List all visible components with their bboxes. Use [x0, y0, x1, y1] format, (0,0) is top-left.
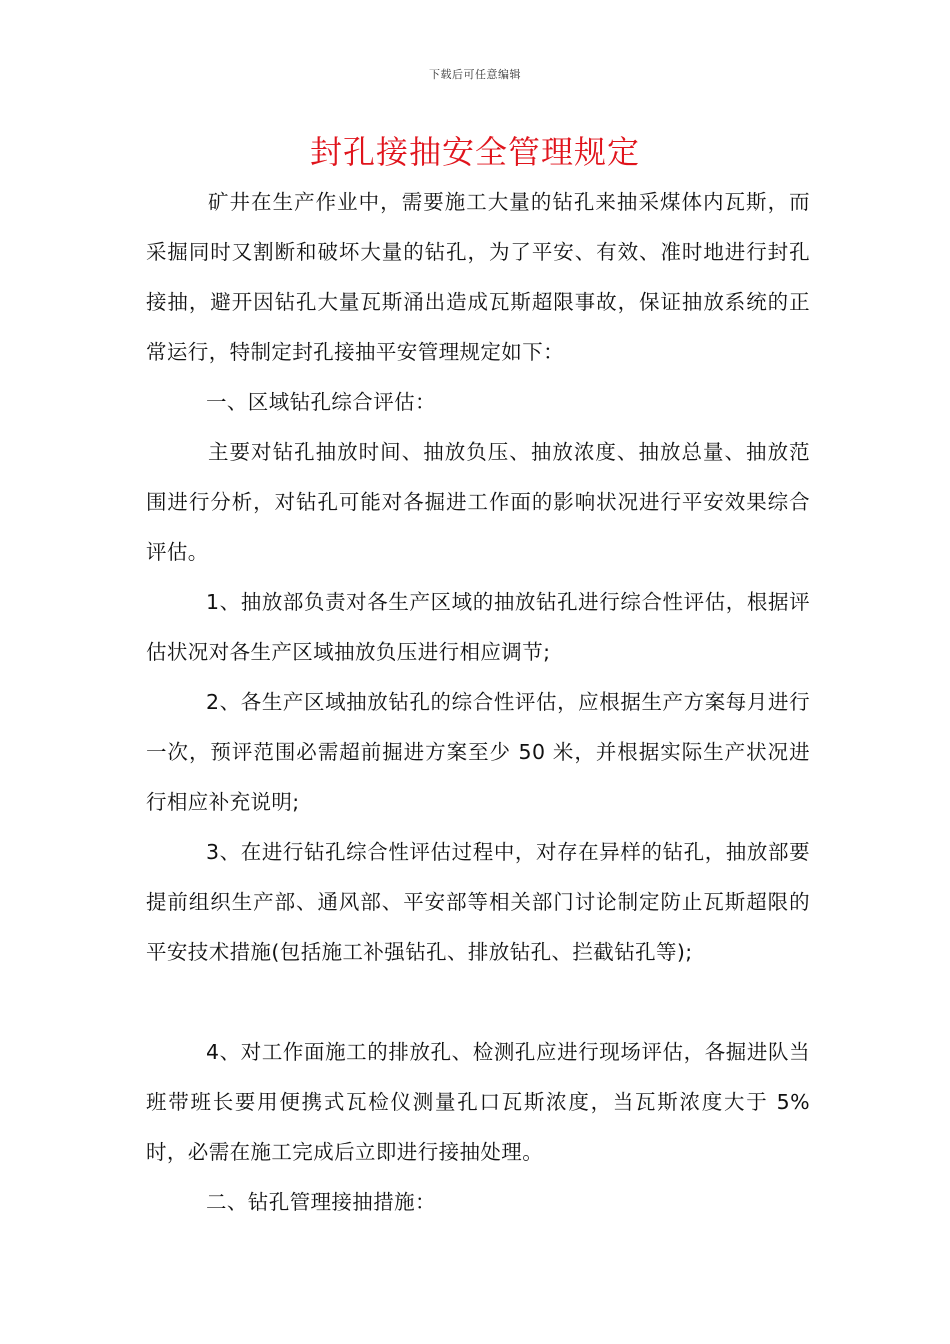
header-note: 下载后可任意编辑	[429, 68, 521, 81]
paragraph-spacer	[146, 977, 810, 1027]
section-heading-1: 一、区域钻孔综合评估：	[206, 390, 436, 414]
document-title: 封孔接抽安全管理规定	[309, 133, 640, 171]
paragraph-section1-body: 主要对钻孔抽放时间、抽放负压、抽放浓度、抽放总量、抽放范围进行分析，对钻孔可能对各掘进工作面的影响状况进行平安效果综合评估。	[146, 440, 810, 564]
section-heading-2: 二、钻孔管理接抽措施：	[206, 1190, 436, 1214]
paragraph-intro: 矿井在生产作业中，需要施工大量的钻孔来抽采煤体内瓦斯，而采掘同时又割断和破坏大量的钻孔，为了平安、有效、准时地进行封孔接抽，避开因钻孔大量瓦斯涌出造成瓦斯超限事故，保证抽放系统的正常运行，特制定封孔接抽平安管理规定如下：	[146, 190, 810, 364]
list-item-4: 4、对工作面施工的排放孔、检测孔应进行现场评估，各掘进队当班带班长要用便携式瓦检仪测量孔口瓦斯浓度，当瓦斯浓度大于 5%时，必需在施工完成后立即进行接抽处理。	[146, 1040, 810, 1164]
document-body	[146, 177, 810, 1227]
list-item-1: 1、抽放部负责对各生产区域的抽放钻孔进行综合性评估，根据评估状况对各生产区域抽放负压进行相应调节;	[146, 590, 810, 664]
list-item-3: 3、在进行钻孔综合性评估过程中，对存在异样的钻孔，抽放部要提前组织生产部、通风部、平安部等相关部门讨论制定防止瓦斯超限的平安技术措施(包括施工补强钻孔、排放钻孔、拦截钻孔等);	[146, 840, 810, 964]
list-item-2: 2、各生产区域抽放钻孔的综合性评估，应根据生产方案每月进行一次，预评范围必需超前掘进方案至少 50 米，并根据实际生产状况进行相应补充说明;	[146, 690, 810, 814]
